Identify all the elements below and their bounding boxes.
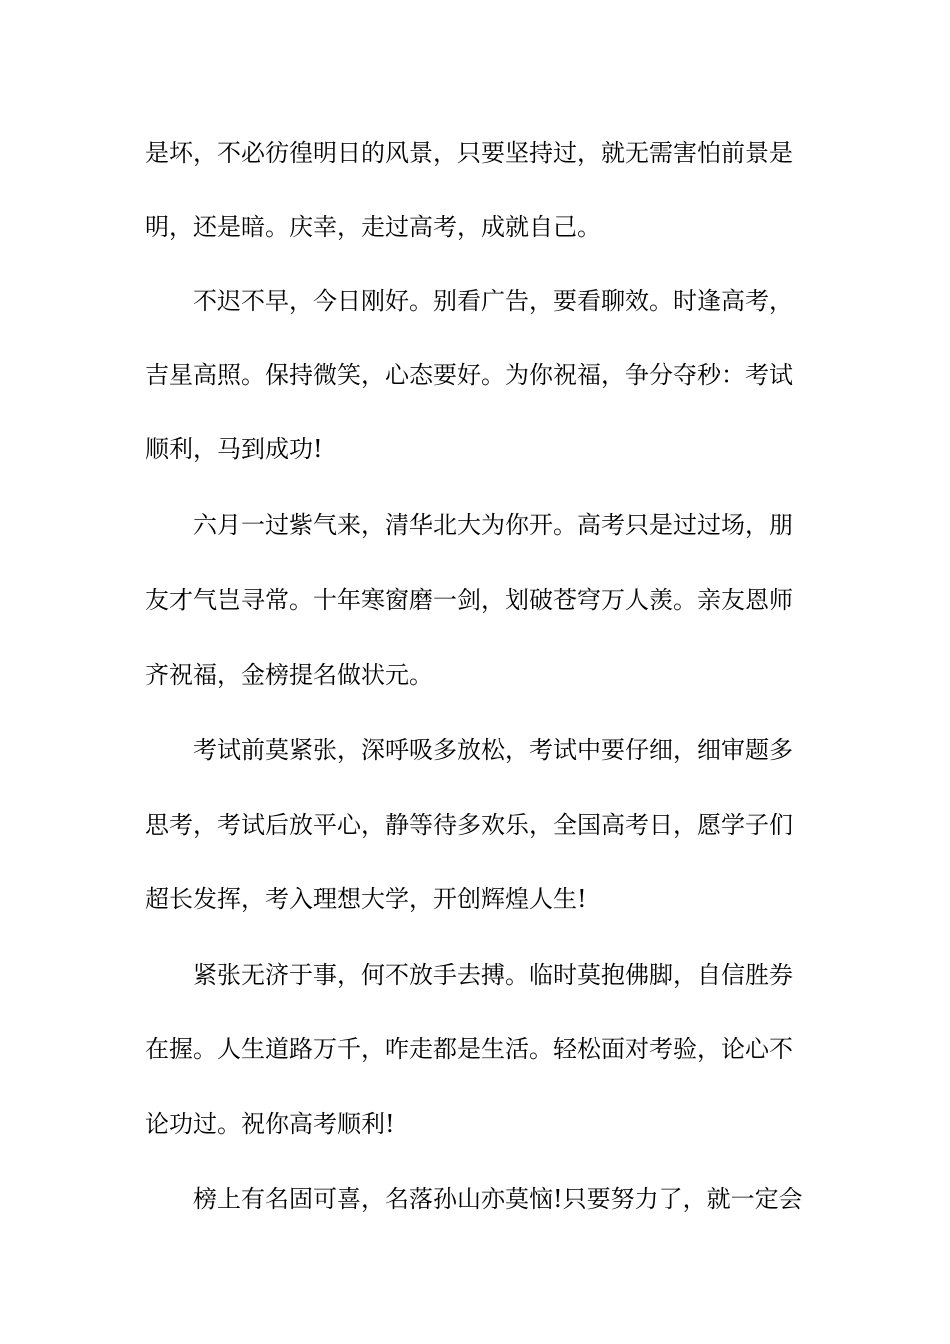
text-line: 思考，考试后放平心，静等待多欢乐，全国高考日，愿学子们 (145, 811, 793, 839)
text-line: 不迟不早，今日刚好。别看广告，要看聊效。时逢高考， (193, 287, 793, 315)
text-line: 明，还是暗。庆幸，走过高考，成就自己。 (145, 213, 601, 241)
text-line: 是坏，不必彷徨明日的风景，只要坚持过，就无需害怕前景是 (145, 139, 793, 167)
text-line: 六月一过紫气来，清华北大为你开。高考只是过过场，朋 (193, 511, 793, 539)
text-line: 吉星高照。保持微笑，心态要好。为你祝福，争分夺秒：考试 (145, 361, 793, 389)
text-line: 友才气岂寻常。十年寒窗磨一剑，划破苍穹万人羡。亲友恩师 (145, 586, 793, 614)
text-line: 紧张无济于事，何不放手去搏。临时莫抱佛脚，自信胜券 (193, 961, 793, 989)
text-line: 超长发挥，考入理想大学，开创辉煌人生! (145, 885, 587, 913)
text-line: 考试前莫紧张，深呼吸多放松，考试中要仔细，细审题多 (193, 736, 793, 764)
text-line: 在握。人生道路万千，咋走都是生活。轻松面对考验，论心不 (145, 1035, 793, 1063)
text-line: 齐祝福，金榜提名做状元。 (145, 661, 433, 689)
text-line: 论功过。祝你高考顺利! (145, 1110, 395, 1138)
text-line: 顺利，马到成功! (145, 435, 323, 463)
text-line: 榜上有名固可喜，名落孙山亦莫恼!只要努力了，就一定会 (193, 1185, 803, 1213)
